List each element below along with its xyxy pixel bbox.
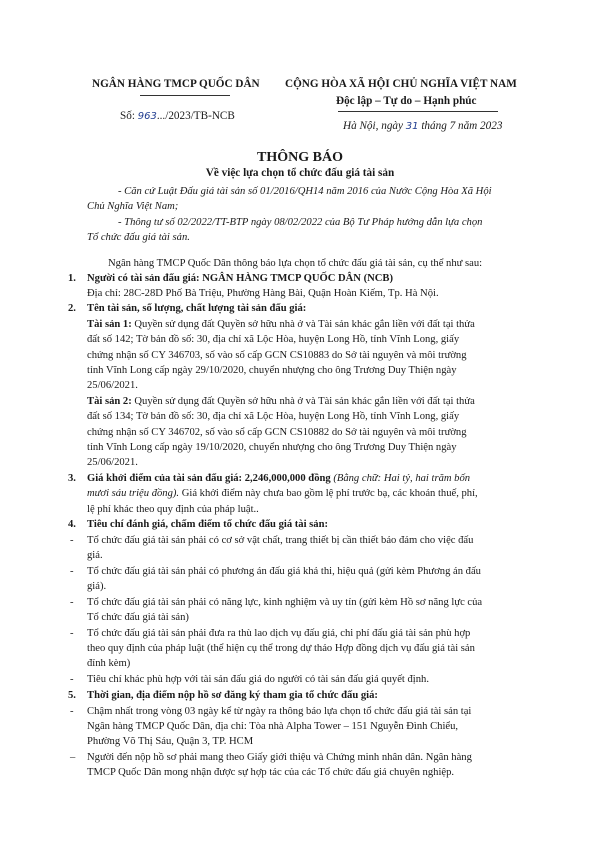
asset2-line-3: chứng nhận số CY 346702, số vào sổ cấp GCN CS10882 do Sở tài nguyên và môi trường [87, 427, 467, 438]
asset1-line-1 [87, 317, 475, 332]
s3-label: Giá khởi điểm của tài sản đấu giá: 2,246,000,000 đồng [87, 473, 331, 484]
s4-item-1a: Tổ chức đấu giá tài sản phải có cơ sở vật chất, trang thiết bị cần thiết bảo đảm cho việc đấu [87, 535, 474, 546]
s5-item-1b: Ngân hàng TMCP Quốc Dân, địa chỉ: Tòa nhà Alpha Tower – 151 Nguyễn Đình Chiểu, [87, 721, 459, 732]
s2-heading: Tên tài sản, số lượng, chất lượng tài sản đấu giá: [87, 303, 307, 314]
s5-item-2b: TMCP Quốc Dân mong nhận được sự hợp tác của các Tổ chức đấu giá chuyên nghiệp. [87, 767, 455, 778]
s3-line-2 [87, 486, 478, 501]
s3-rest: Giá khởi điểm này chưa bao gồm lệ phí trước bạ, các khoản thuế, phí, [181, 488, 478, 499]
basis-2: - Thông tư số 02/2022/TT-BTP ngày 08/02/2022 của Bộ Tư Pháp hướng dẫn lựa chọn [118, 217, 483, 228]
asset2-line-1 [87, 394, 475, 409]
doc-number [120, 110, 235, 122]
s1-heading [87, 271, 393, 286]
motto-underline [338, 111, 498, 112]
asset2-text-1: Quyền sử dụng đất Quyền sở hữu nhà ở và Tài sản khác gắn liền với đất tại thửa [134, 396, 475, 407]
s4-heading: Tiêu chí đánh giá, chấm điểm tổ chức đấu giá tài sản: [87, 519, 329, 530]
s5-heading: Thời gian, địa điểm nộp hồ sơ đăng ký tham gia tổ chức đấu giá: [87, 690, 378, 701]
s5-number: 5. [68, 690, 76, 701]
country-name: CỘNG HÒA XÃ HỘI CHỦ NGHĨA VIỆT NAM [285, 78, 517, 90]
s5-item-1c: Phường Võ Thị Sáu, Quận 3, TP. HCM [87, 736, 254, 747]
doc-number-suffix: /2023/TB-NCB [165, 110, 235, 122]
doc-number-dots: ... [156, 110, 166, 122]
notice-subtitle: Về việc lựa chọn tổ chức đấu giá tài sản [205, 167, 395, 179]
asset2-line-5: 25/06/2021. [87, 457, 138, 468]
s3-words-2: mươi sáu triệu đồng). [87, 488, 180, 499]
asset1-line-4: tỉnh Vĩnh Long cấp ngày 29/10/2020, chuyển nhượng cho ông Trương Duy Thiện ngày [87, 365, 457, 376]
motto: Độc lập – Tự do – Hạnh phúc [336, 95, 477, 107]
asset2-line-4: tỉnh Vĩnh Long cấp ngày 19/10/2020, chuyển nhượng cho ông Trương Duy Thiện ngày [87, 442, 457, 453]
s4-item-4a: Tổ chức đấu giá tài sản phải đưa ra thù lao dịch vụ đấu giá, chi phí đấu giá tài sản phù hợp [87, 628, 471, 639]
s1-value: NGÂN HÀNG TMCP QUỐC DÂN (NCB) [202, 273, 394, 284]
doc-number-handwritten: 963 [137, 111, 157, 122]
date-line [343, 120, 502, 132]
s4-dash-3: - [70, 597, 74, 608]
date-suffix: tháng 7 năm 2023 [421, 120, 503, 132]
s5-item-2a: Người đến nộp hồ sơ phải mang theo Giấy giới thiệu và Chứng minh nhân dân. Ngân hàng [87, 752, 472, 763]
s4-dash-5: - [70, 674, 74, 685]
s4-item-2b: giá). [87, 581, 107, 592]
s1-address: Địa chỉ: 28C-28D Phố Bà Triệu, Phường Hàng Bài, Quận Hoàn Kiếm, Tp. Hà Nội. [87, 288, 439, 299]
asset2-line-2: đất số 134; Tờ bản đồ số: 30, địa chỉ xã Lộc Hòa, huyện Long Hồ, tỉnh Vĩnh Long, giấy [87, 411, 460, 422]
asset2-label: Tài sản 2: [87, 396, 132, 407]
s3-number: 3. [68, 473, 76, 484]
basis-1b: Chủ Nghĩa Việt Nam; [87, 201, 179, 212]
intro-text: Ngân hàng TMCP Quốc Dân thông báo lựa chọn tổ chức đấu giá tài sản, cụ thể như sau: [108, 258, 483, 269]
org-name: NGÂN HÀNG TMCP QUỐC DÂN [92, 78, 260, 90]
doc-number-prefix: Số: [120, 110, 135, 122]
asset1-text-1: Quyền sử dụng đất Quyền sở hữu nhà ở và Tài sản khác gắn liền với đất tại thửa [134, 319, 475, 330]
basis-2b: Tổ chức đấu giá tài sản. [87, 232, 190, 243]
s1-number: 1. [68, 273, 76, 284]
asset1-line-5: 25/06/2021. [87, 380, 138, 391]
s3-line-3: lệ phí khác theo quy định của pháp luật.. [87, 504, 259, 515]
asset1-label: Tài sản 1: [87, 319, 132, 330]
s3-words: (Bằng chữ: Hai tỷ, hai trăm bốn [333, 473, 471, 484]
s4-item-3a: Tổ chức đấu giá tài sản phải có năng lực, kinh nghiệm và uy tín (gửi kèm Hồ sơ năng lực của [87, 597, 483, 608]
s4-item-4c: đính kèm) [87, 658, 131, 669]
s5-dash-2: – [70, 752, 76, 763]
notice-title: THÔNG BÁO [257, 150, 343, 165]
s4-item-1b: giá. [87, 550, 103, 561]
s4-item-2a: Tổ chức đấu giá tài sản phải có phương án đấu giá khả thi, hiệu quả (gửi kèm Phương án đấu [87, 566, 481, 577]
s4-item-3b: Tổ chức đấu giá tài sản) [87, 612, 189, 623]
s4-dash-2: - [70, 566, 74, 577]
s5-dash-1: - [70, 706, 74, 717]
s1-label: Người có tài sản đấu giá: [87, 273, 200, 284]
asset1-line-2: đất số 142; Tờ bản đồ số: 30, địa chỉ xã Lộc Hòa, huyện Long Hồ, tỉnh Vĩnh Long, giấy [87, 334, 460, 345]
date-prefix: Hà Nội, ngày [343, 120, 403, 132]
s4-item-4b: theo quy định của pháp luật (thể hiện cụ thể trong dự thảo Hợp đồng dịch vụ đấu giá tài sản [87, 643, 475, 654]
basis-1: - Căn cứ Luật Đấu giá tài sản số 01/2016/QH14 năm 2016 của Nước Cộng Hòa Xã Hội [118, 186, 492, 197]
s4-number: 4. [68, 519, 76, 530]
date-day-handwritten: 31 [405, 121, 419, 132]
s5-item-1a: Chậm nhất trong vòng 03 ngày kể từ ngày ra thông báo lựa chọn tổ chức đấu giá tài sản tại [87, 706, 472, 717]
s4-item-5a: Tiêu chí khác phù hợp với tài sản đấu giá do người có tài sản đấu giá quyết định. [87, 674, 429, 685]
asset1-line-3: chứng nhận số CY 346703, số vào số cấp GCN CS10883 do Sở tài nguyên và môi trường [87, 350, 467, 361]
org-underline [140, 95, 230, 96]
s4-dash-1: - [70, 535, 74, 546]
s3-line-1 [87, 471, 470, 486]
s4-dash-4: - [70, 628, 74, 639]
s2-number: 2. [68, 303, 76, 314]
